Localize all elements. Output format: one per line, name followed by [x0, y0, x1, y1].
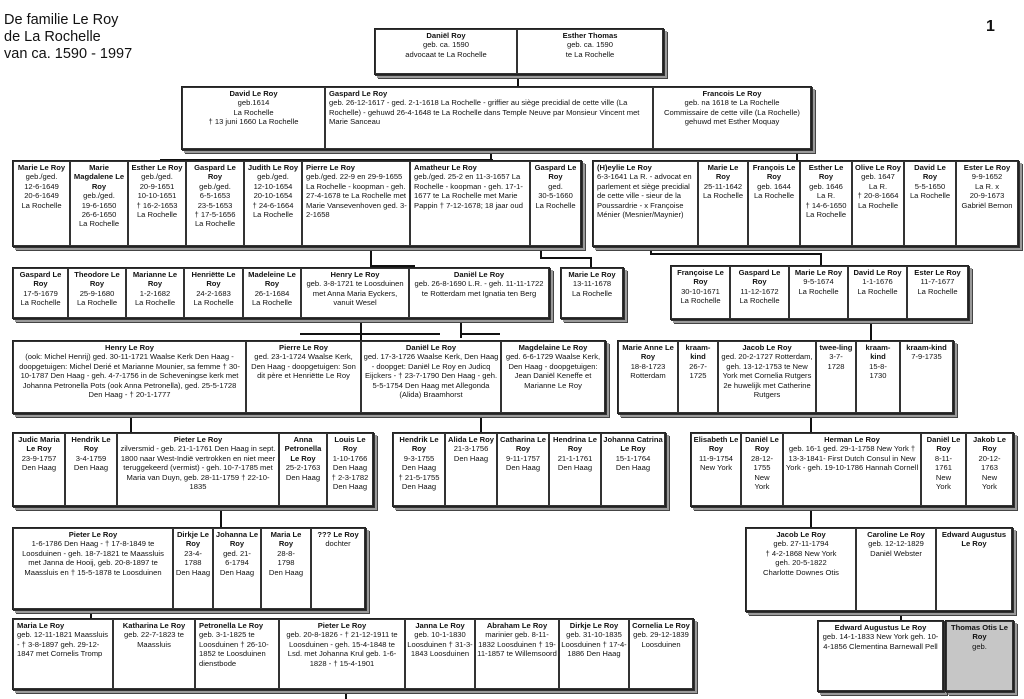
sibling-group — [817, 620, 944, 692]
person-details: 26-7- 1725 — [689, 361, 707, 381]
person-name: François Le Roy — [752, 163, 796, 182]
person-details: 18-8-1723 Rotterdam — [630, 361, 666, 381]
person-name: Pieter Le Roy — [68, 530, 118, 539]
person-box — [325, 87, 653, 149]
person-details: geb. 29-12-1839 Loosduinen — [633, 630, 689, 649]
person-name: Ester Le Roy — [963, 163, 1011, 172]
person-box — [213, 528, 261, 609]
person-name: Cornelia Le Roy — [632, 621, 690, 630]
person-name: Magdelaine Le Roy — [518, 343, 588, 352]
person-details: 8-11- 1761 New York — [934, 453, 953, 492]
title-line-2: de La Rochelle — [4, 29, 101, 45]
sibling-group — [392, 432, 666, 507]
person-name: kraam-kind — [906, 343, 947, 352]
person-box — [900, 341, 953, 413]
connector-line — [460, 318, 462, 338]
person-name: Henry Le Roy — [330, 270, 380, 279]
person-box — [904, 161, 956, 246]
person-box — [517, 29, 663, 74]
sibling-group — [745, 527, 1013, 612]
person-details: geb. 14-1-1833 New York geh. 10-4-1856 Clementina Barnewall Pell — [822, 632, 939, 651]
person-name: Daniël Le Roy — [453, 270, 505, 279]
person-name: Thomas Otis Le Roy — [951, 623, 1008, 642]
person-box — [13, 528, 173, 609]
person-details: 25-11-1642 La Rochelle — [702, 181, 744, 201]
person-box — [848, 266, 907, 319]
person-details: 17-5-1679 La Rochelle — [20, 288, 61, 308]
person-box — [671, 266, 730, 319]
person-name: Pierre Le Roy — [279, 343, 328, 352]
person-details: geb.1614 La Rochelle † 13 juni 1660 La Rochelle — [208, 98, 299, 127]
sibling-group — [12, 527, 366, 610]
person-box — [691, 433, 741, 506]
person-box — [261, 528, 311, 609]
person-box — [748, 161, 800, 246]
person-details: 1-10-1766 Den Haag † 2-3-1782 Den Haag — [331, 453, 369, 492]
person-details: 13-11-1678 La Rochelle — [571, 279, 613, 298]
person-name: Esther Thomas — [562, 31, 618, 40]
person-name: Dirkje Le Roy — [176, 530, 210, 549]
person-box — [549, 433, 601, 506]
person-name: Theodore Le Roy — [74, 270, 120, 289]
person-box — [244, 161, 302, 246]
person-box — [311, 528, 365, 609]
person-details: 21-3-1756 Den Haag — [453, 444, 489, 463]
person-box — [279, 619, 405, 689]
person-details: 9-5-1674 La Rochelle — [798, 277, 839, 296]
person-box — [182, 87, 325, 149]
person-name: Marie Le Roy — [568, 270, 616, 279]
person-details: 5-5-1650 La Rochelle — [909, 181, 951, 201]
person-name: Judic Maria Le Roy — [18, 435, 60, 454]
person-details: geb./ged. 12-6-1649 20-6-1649 La Rochelle — [21, 172, 62, 210]
person-name: Caroline Le Roy — [867, 530, 925, 539]
person-box — [698, 161, 748, 246]
person-box — [800, 161, 852, 246]
person-name: (H)eylie Le Roy — [597, 163, 652, 172]
person-box — [375, 29, 517, 74]
person-box — [128, 161, 186, 246]
person-box — [445, 433, 497, 506]
connector-line — [590, 257, 592, 267]
person-name: Louis Le Roy — [334, 435, 366, 454]
sibling-group — [12, 267, 550, 319]
person-box — [13, 433, 65, 506]
person-details: geb. 16-1 ged. 29-1-1758 New York † 13-3-1841- First Dutch Consul in New York - geh. 19-10-1786 Hannah Cornell — [785, 444, 919, 473]
person-details: ged. 17-3-1726 Waalse Kerk, Den Haag - doopget: Daniël Le Roy en Judicq Eijckers - † 23-7-1790 Den Haag - geh. 5-5-1754 Den Haag met Allegonda (Alida) Braamhorst — [363, 352, 499, 400]
sibling-group — [690, 432, 1014, 507]
person-details: geb./ged. 22-9 en 29-9-1655 La Rochelle - koopman - geh. 27-4-1678 te La Rochelle met Marie Vansevenhoven ged. 3-2-1658 — [306, 172, 407, 220]
person-details: 28-8- 1798 Den Haag — [268, 548, 304, 577]
person-name: Madeleine Le Roy — [248, 270, 296, 289]
connector-line — [810, 505, 812, 527]
person-name: Jacob Le Roy — [742, 343, 792, 352]
person-name: Marie Anne Le Roy — [622, 343, 674, 362]
person-details: ged. 6-6-1729 Waalse Kerk, Den Haag - doopgetuigen: Jean Daniël Keneffe et Marianne Le Roy — [505, 352, 601, 390]
connector-line — [220, 505, 222, 527]
person-details: 26-1-1684 La Rochelle — [251, 288, 293, 308]
person-details: (ook: Michel Henrij) ged. 30-11-1721 Waalse Kerk Den Haag - doopgetuigen: Michel Derié et Marianne Mounier, sa femme † 30-10-1787 Den Haag - geh. 4-7-1756 in de Scheveningse kerk met Johanna Petronella Pots (ook Anna Petronella), ged. 25-5-1728 Den Haag - † 20-1-1777 — [19, 352, 240, 400]
person-details: geb. 1644 La Rochelle — [753, 181, 795, 201]
person-name: Henriëtte Le Roy — [191, 270, 236, 289]
sibling-group — [560, 267, 624, 319]
person-details: geb. 3-1-1825 te Loosduinen † 26-10-1852 te Loosduinen dienstbode — [199, 630, 269, 668]
connector-line — [870, 318, 872, 340]
person-name: Abraham Le Roy — [486, 621, 548, 630]
person-details: geb. — [972, 641, 987, 651]
person-box — [907, 266, 968, 319]
document-title — [4, 12, 132, 63]
person-details: geb. 10-1-1830 Loosduinen † 31-3-1843 Loosduinen — [407, 630, 473, 659]
person-name: Daniël Roy — [426, 31, 466, 40]
person-name: Olive Le Roy — [854, 163, 901, 172]
person-name: Maria Le Roy — [270, 530, 302, 549]
person-name: twee-ling — [819, 343, 853, 352]
person-box — [852, 161, 904, 246]
person-name: Gaspard Le Roy — [534, 163, 577, 182]
person-box — [789, 266, 848, 319]
person-box — [956, 161, 1018, 246]
connector-line — [460, 333, 500, 335]
person-name: Herman Le Roy — [824, 435, 880, 444]
person-name: Petronella Le Roy — [199, 621, 264, 630]
person-name: David Le Roy — [914, 163, 946, 182]
person-details: geb. ca. 1590 te La Rochelle — [565, 40, 615, 59]
person-name: Amatheur Le Roy — [414, 163, 477, 172]
person-box — [13, 341, 246, 413]
person-name: Judith Le Roy — [247, 163, 299, 172]
person-box — [718, 341, 816, 413]
person-box — [243, 268, 301, 318]
page-number: 1 — [986, 18, 995, 35]
person-details: geb. 12-12-1829 Daniël Webster — [868, 539, 924, 558]
connector-line — [650, 253, 820, 255]
person-box — [70, 161, 128, 246]
person-name: Elisabeth Le Roy — [693, 435, 739, 454]
person-name: kraam-kind — [685, 343, 711, 362]
person-details: 1-2-1682 La Rochelle — [134, 288, 176, 308]
person-box — [302, 161, 410, 246]
person-name: Marie Le Roy — [707, 163, 739, 182]
person-details: marinier geb. 8-11-1832 Loosduinen † 19-11-1857 te Willemsoord — [477, 630, 557, 659]
person-name: Pieter Le Roy — [173, 435, 223, 444]
sibling-group — [181, 86, 812, 150]
person-name: Maria Le Roy — [17, 621, 65, 630]
person-details: 28-12- 1755 New York — [751, 453, 773, 492]
sibling-group — [592, 160, 1019, 247]
person-box — [126, 268, 184, 318]
person-box — [741, 433, 783, 506]
person-details: geb. na 1618 te La Rochelle Commissaire de cette ville (La Rochelle) gehuwd met Esther Moquay — [664, 98, 800, 127]
person-details: 21-1-1761 Den Haag — [557, 453, 593, 473]
person-details: 15-8- 1730 — [869, 361, 887, 381]
person-box — [13, 161, 70, 246]
person-box — [246, 341, 361, 413]
person-name: kraam-kind — [865, 343, 891, 362]
person-details: 15-1-1764 Den Haag — [615, 453, 651, 473]
person-box — [783, 433, 921, 506]
person-name: Katharina Le Roy — [122, 621, 186, 630]
title-line-3: van ca. 1590 - 1997 — [4, 46, 133, 62]
sibling-group — [12, 340, 606, 414]
person-details: 6-3-1641 La R. - advocat en parlement et siège precidial de cette ville - sieur de la Poussardrie - x Françoise Ménier (Mesnier/Maynier) — [597, 172, 692, 220]
connector-line — [300, 333, 440, 335]
person-name: Pieter Le Roy — [317, 621, 367, 630]
person-box — [497, 433, 549, 506]
person-box — [173, 528, 213, 609]
person-box — [936, 528, 1012, 611]
person-box — [68, 268, 126, 318]
sibling-group — [12, 160, 582, 247]
person-box — [184, 268, 243, 318]
person-details: geb. 26-12-1617 - ged. 2-1-1618 La Rochelle - griffier au siège precidial de cette ville (La Rochelle) - gehuwd 26-4-1648 te La Rochelle dans Temple Neuve par Monsieur Vincent met Marie Sanceau — [329, 98, 640, 127]
person-details: 24-2-1683 La Rochelle — [193, 288, 234, 308]
person-box — [195, 619, 279, 689]
person-box — [653, 87, 811, 149]
person-name: Marianne Le Roy — [132, 270, 178, 289]
person-name: Janna Le Roy — [415, 621, 465, 630]
person-details: geb./ged. 19-6-1650 26-6-1650 La Rochelle — [78, 191, 120, 229]
person-name: Jacob Le Roy — [776, 530, 826, 539]
person-box — [601, 433, 665, 506]
connector-line — [820, 253, 822, 265]
person-name: Hendrik Le Roy — [71, 435, 111, 454]
person-box — [921, 433, 966, 506]
person-name: Alida Le Roy — [448, 435, 494, 444]
person-details: 9-3-1755 Den Haag † 21-5-1755 Den Haag — [398, 453, 440, 492]
person-details: geb. 1646 La R. † 14-6-1650 La Rochelle — [805, 181, 847, 220]
person-details: geb. 31-10-1835 Loosduinen † 17-4-1886 Den Haag — [561, 630, 627, 659]
person-name: Françoise Le Roy — [677, 268, 724, 287]
person-box — [559, 619, 629, 689]
person-name: Edward Augustus Le Roy — [834, 623, 927, 632]
person-name: Marie Magdalene Le Roy — [73, 163, 125, 191]
person-details: geb./ged. 25-2 en 11-3-1657 La Rochelle - koopman - geh. 17-1-1677 te La Rochelle met Marie Pappin † 7-12-1678; 18 jaar oud — [414, 172, 523, 210]
person-details: geb./ged. 12-10-1654 20-10-1654 † 24-6-1664 La Rochelle — [252, 172, 294, 220]
person-details: 11-12-1672 La Rochelle — [739, 286, 780, 306]
person-name: Henry Le Roy — [105, 343, 154, 352]
person-name: Edward Augustus Le Roy — [941, 530, 1007, 549]
person-name: Johanna Le Roy — [215, 530, 259, 549]
person-details: ged. 21- 6-1794 Den Haag — [219, 548, 255, 577]
person-name: Hendrik Le Roy — [399, 435, 439, 454]
person-details: geb./ged. 20-9-1651 10-10-1651 † 16-2-1653 La Rochelle — [136, 172, 178, 220]
sibling-group — [617, 340, 954, 414]
person-name: Hendrina Le Roy — [553, 435, 597, 454]
person-name: Gaspard Le Roy — [738, 268, 781, 287]
person-name: David Le Roy — [853, 268, 902, 277]
person-name: Pierre Le Roy — [306, 163, 355, 172]
person-details: geb. 12-11-1821 Maassluis - † 3-8-1897 geh. 29-12-1847 met Cornelis Tromp — [17, 630, 109, 659]
person-details: ged. 30-5-1660 La Rochelle — [535, 181, 576, 210]
person-details: 7-9-1735 — [911, 352, 942, 362]
person-details: geb. 27-11-1794 † 4-2-1868 New York geh. 20-5-1822 Charlotte Downes Otis — [763, 539, 839, 577]
person-name: David Le Roy — [229, 89, 278, 98]
person-details: geb. 22-7-1823 te Maassluis — [124, 630, 184, 649]
person-details: geb. 3-8-1721 te Loosduinen met Anna Maria Eyckers, vanuit Wesel — [306, 279, 404, 308]
person-details: 23-9-1757 Den Haag — [21, 453, 57, 473]
person-details: 1-6-1786 Den Haag - † 17-8-1849 te Loosduinen - geh. 18-7-1821 te Maassluis met Janna de Hooij, geb. 20-8-1897 te Maassluis en † 15-5-1878 te Loosduinen — [22, 539, 164, 577]
person-box — [393, 433, 445, 506]
person-name: Francois Le Roy — [702, 89, 762, 98]
sibling-group — [12, 432, 374, 507]
connector-line — [540, 257, 590, 259]
person-box — [746, 528, 856, 611]
person-box — [13, 619, 113, 689]
person-box — [618, 341, 678, 413]
person-details: 20-12- 1763 New York — [978, 453, 1001, 492]
person-name: Anna Petronella Le Roy — [284, 435, 322, 463]
person-box — [405, 619, 475, 689]
person-details: 25-9-1680 La Rochelle — [76, 288, 118, 308]
person-box — [327, 433, 373, 506]
sibling-group — [670, 265, 969, 320]
person-name: Gaspard Le Roy — [19, 270, 62, 289]
person-box — [186, 161, 244, 246]
person-name: Daniël Le Roy — [745, 435, 779, 454]
person-box — [816, 341, 856, 413]
person-details: geb. 26-8-1690 L.R. - geh. 11-11-1722 te Rotterdam met Ignatia ten Berg — [414, 279, 544, 298]
person-box — [856, 528, 936, 611]
person-box — [13, 268, 68, 318]
person-box — [946, 621, 1013, 691]
connector-line — [130, 412, 132, 432]
connector-line — [360, 317, 362, 340]
person-box — [410, 161, 530, 246]
sibling-group — [374, 28, 664, 75]
person-box — [361, 341, 501, 413]
person-name: Ester Le Roy — [914, 268, 961, 277]
person-box — [279, 433, 327, 506]
person-name: Esther Le Roy — [808, 163, 844, 182]
person-details: geb. ca. 1590 advocaat te La Rochelle — [405, 40, 487, 59]
person-details: 23-4- 1788 Den Haag — [175, 548, 211, 577]
person-details: 11-9-1754 New York — [698, 453, 734, 473]
person-box — [856, 341, 900, 413]
person-box — [678, 341, 718, 413]
person-details: 25-2-1763 Den Haag — [285, 463, 321, 482]
person-box — [113, 619, 195, 689]
connector-line — [480, 412, 482, 432]
person-details: 11-7-1677 La Rochelle — [917, 277, 958, 296]
person-name: Marie Le Roy — [794, 268, 843, 277]
person-name: Catharina Le Roy — [500, 435, 546, 454]
person-details: ged. 20-2-1727 Rotterdam, geh. 13-12-1753 te New York met Cornelia Rutgers 2e huwelijk met Catherine Rutgers — [721, 352, 813, 400]
person-details: 9-9-1652 La R. x 20-9-1673 Gabriël Bernon — [961, 172, 1013, 210]
person-details: zilversmid - geb. 21-1-1761 Den Haag in sept. 1800 naar West-Indië vertrokken en niet meer teruggekeerd (vermist) - geh. 10-7-1785 met Maria van Duyn, geb. 28-11-1759 † 22-10-1835 — [120, 444, 276, 492]
person-name: ??? Le Roy — [317, 530, 359, 539]
person-box — [561, 268, 623, 318]
person-details: geb. 20-8-1826 - † 21-12-1911 te Loosduinen - geh. 15-4-1848 te Lsd. met Johanna Krul geb. 1-6-1828 - † 15-4-1901 — [286, 630, 398, 668]
person-box — [301, 268, 409, 318]
person-details: dochter — [325, 539, 351, 549]
person-name: Jakob Le Roy — [973, 435, 1006, 454]
person-box — [409, 268, 549, 318]
person-details: geb. 1647 La R. † 20-8-1664 La Rochelle — [857, 172, 899, 210]
connector-line — [370, 245, 372, 265]
person-details: 1-1-1676 La Rochelle — [857, 277, 898, 296]
person-name: Johanna Catrina Le Roy — [603, 435, 663, 454]
person-box — [65, 433, 117, 506]
person-box — [730, 266, 789, 319]
person-name: Gaspard Le Roy — [329, 89, 388, 98]
person-box — [475, 619, 559, 689]
person-box — [818, 621, 943, 691]
title-line-1: De familie Le Roy — [4, 12, 119, 28]
person-details: 30-10-1671 La Rochelle — [680, 286, 721, 306]
person-details: 3-7- 1728 — [827, 352, 845, 371]
person-box — [593, 161, 698, 246]
sibling-group — [945, 620, 1014, 692]
person-details: geb./ged. 6-5-1653 23-5-1653 † 17-5-1656 La Rochelle — [194, 181, 236, 229]
person-name: Esther Le Roy — [131, 163, 183, 172]
person-box — [629, 619, 693, 689]
person-box — [117, 433, 279, 506]
person-box — [501, 341, 605, 413]
person-details: ged. 23-1-1724 Waalse Kerk, Den Haag - doopgetuigen: Son dit père et Henriëtte Le Roy — [251, 352, 356, 381]
person-name: Daniël Le Roy — [405, 343, 457, 352]
person-box — [966, 433, 1013, 506]
person-details: 9-11-1757 Den Haag — [505, 453, 541, 473]
person-box — [530, 161, 581, 246]
person-details: 3-4-1759 Den Haag — [73, 453, 109, 473]
person-name: Marie Le Roy — [17, 163, 66, 172]
person-name: Gaspard Le Roy — [194, 163, 236, 182]
person-name: Dirkje Le Roy — [569, 621, 619, 630]
person-name: Daniël Le Roy — [926, 435, 961, 454]
connector-line — [810, 412, 812, 432]
sibling-group — [12, 618, 694, 690]
